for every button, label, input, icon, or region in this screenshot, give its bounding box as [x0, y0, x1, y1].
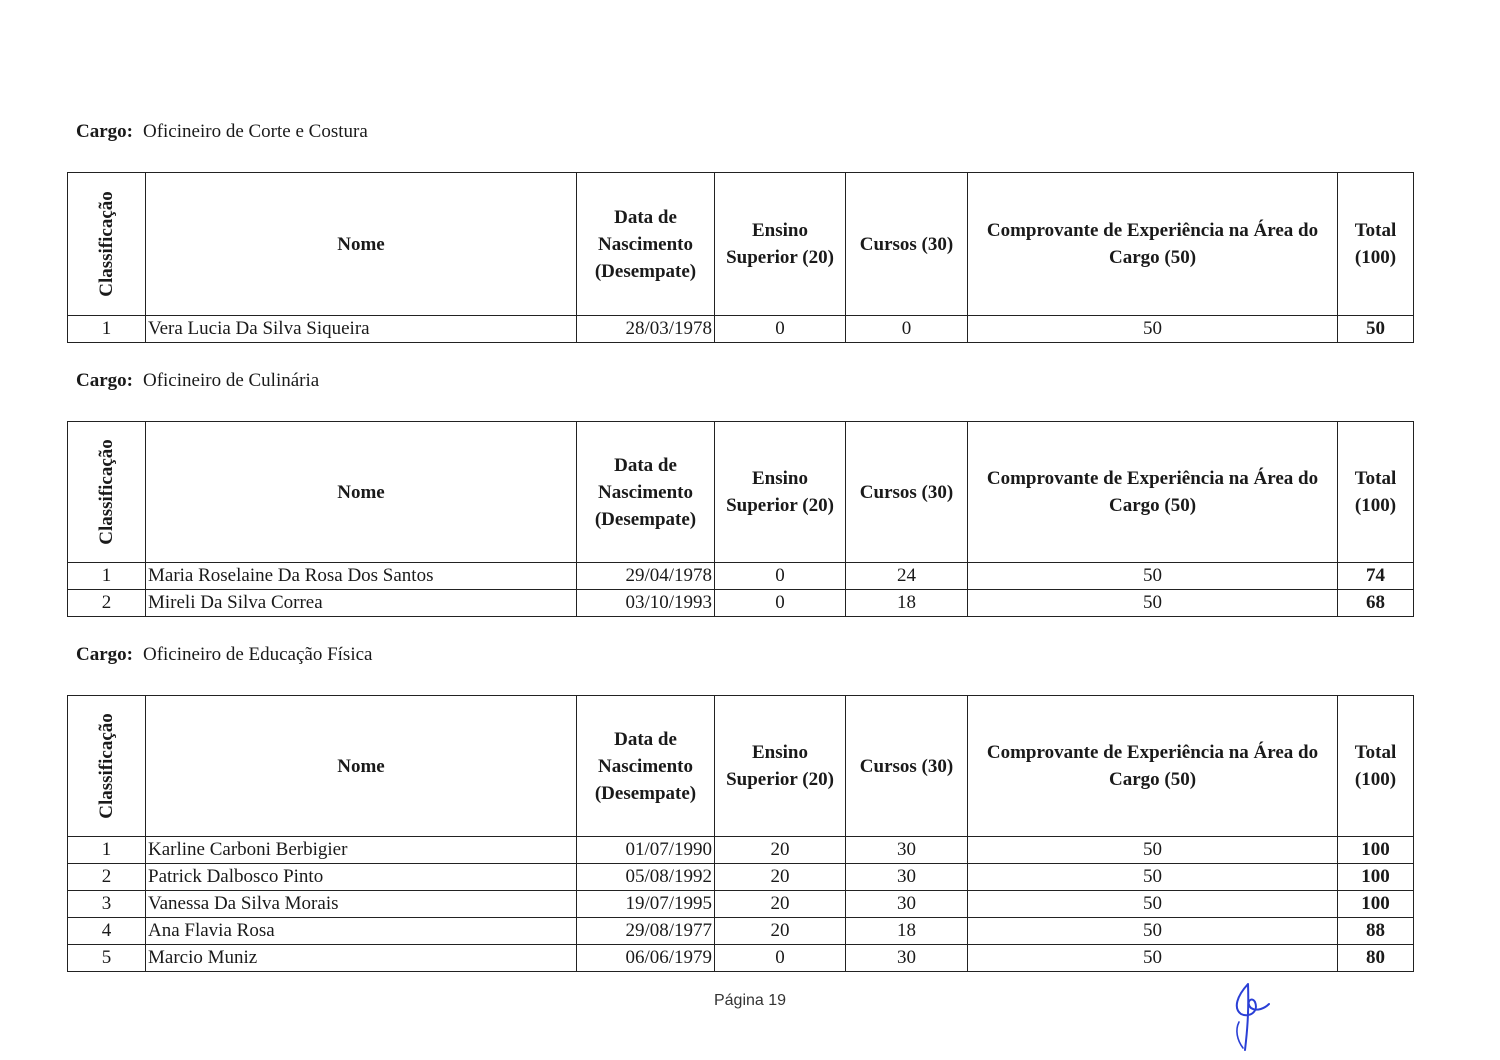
cell-ensino: 20 [715, 864, 846, 891]
cell-cursos: 30 [846, 891, 968, 918]
header-total: Total (100) [1338, 696, 1414, 837]
header-experiencia: Comprovante de Experiência na Área do Cargo (50) [968, 422, 1338, 563]
table-row [68, 590, 1414, 617]
cell-nome: Mireli Da Silva Correa [146, 590, 577, 617]
cell-total: 68 [1338, 590, 1414, 617]
header-data-nascimento: Data de Nascimento (Desempate) [577, 696, 715, 837]
table-row [68, 864, 1414, 891]
cell-cursos: 24 [846, 563, 968, 590]
cell-classificacao: 5 [68, 945, 146, 972]
cell-data: 06/06/1979 [577, 945, 715, 972]
cell-total: 100 [1338, 837, 1414, 864]
cell-classificacao: 4 [68, 918, 146, 945]
cell-classificacao: 1 [68, 563, 146, 590]
cell-nome: Vera Lucia Da Silva Siqueira [146, 316, 577, 343]
header-nome: Nome [146, 422, 577, 563]
cell-experiencia: 50 [968, 945, 1338, 972]
results-table [67, 695, 1414, 972]
cell-total: 100 [1338, 864, 1414, 891]
signature-initials [1215, 978, 1285, 1054]
cargo-name: Oficineiro de Corte e Costura [142, 121, 368, 142]
header-classificacao: Classificação [68, 173, 146, 316]
cargo-title [76, 644, 372, 666]
header-data-nascimento: Data de Nascimento (Desempate) [577, 173, 715, 316]
cargo-label: Cargo: [76, 121, 133, 142]
cargo-title [76, 370, 319, 392]
results-table [67, 421, 1414, 617]
header-data-nascimento: Data de Nascimento (Desempate) [577, 422, 715, 563]
header-ensino-superior: Ensino Superior (20) [715, 173, 846, 316]
cargo-label: Cargo: [76, 644, 133, 665]
table-row [68, 316, 1414, 343]
header-cursos: Cursos (30) [846, 696, 968, 837]
cell-data: 05/08/1992 [577, 864, 715, 891]
header-cursos: Cursos (30) [846, 422, 968, 563]
cell-cursos: 18 [846, 918, 968, 945]
cell-experiencia: 50 [968, 864, 1338, 891]
cell-classificacao: 3 [68, 891, 146, 918]
header-ensino-superior: Ensino Superior (20) [715, 422, 846, 563]
cell-cursos: 0 [846, 316, 968, 343]
header-nome: Nome [146, 696, 577, 837]
cargo-name: Oficineiro de Culinária [142, 370, 320, 391]
cell-data: 01/07/1990 [577, 837, 715, 864]
page-number: Página 19 [713, 992, 787, 1009]
cell-classificacao: 2 [68, 864, 146, 891]
header-classificacao: Classificação [68, 422, 146, 563]
cell-total: 50 [1338, 316, 1414, 343]
header-row [68, 422, 1414, 563]
cell-total: 80 [1338, 945, 1414, 972]
table-row [68, 837, 1414, 864]
cell-cursos: 18 [846, 590, 968, 617]
header-cursos: Cursos (30) [846, 173, 968, 316]
table-row [68, 563, 1414, 590]
header-ensino-superior: Ensino Superior (20) [715, 696, 846, 837]
cell-data: 03/10/1993 [577, 590, 715, 617]
header-nome: Nome [146, 173, 577, 316]
cell-cursos: 30 [846, 945, 968, 972]
cell-classificacao: 2 [68, 590, 146, 617]
header-total: Total (100) [1338, 173, 1414, 316]
cell-experiencia: 50 [968, 563, 1338, 590]
cell-ensino: 20 [715, 837, 846, 864]
header-row [68, 696, 1414, 837]
cell-ensino: 20 [715, 891, 846, 918]
cell-nome: Karline Carboni Berbigier [146, 837, 577, 864]
cell-total: 88 [1338, 918, 1414, 945]
cell-nome: Maria Roselaine Da Rosa Dos Santos [146, 563, 577, 590]
cell-cursos: 30 [846, 864, 968, 891]
cell-experiencia: 50 [968, 837, 1338, 864]
cell-total: 74 [1338, 563, 1414, 590]
header-experiencia: Comprovante de Experiência na Área do Cargo (50) [968, 173, 1338, 316]
cell-cursos: 30 [846, 837, 968, 864]
header-classificacao: Classificação [68, 696, 146, 837]
cell-nome: Marcio Muniz [146, 945, 577, 972]
results-table [67, 172, 1414, 343]
header-experiencia: Comprovante de Experiência na Área do Cargo (50) [968, 696, 1338, 837]
cell-experiencia: 50 [968, 590, 1338, 617]
header-row [68, 173, 1414, 316]
cell-ensino: 0 [715, 563, 846, 590]
cargo-title [76, 121, 368, 143]
cell-nome: Vanessa Da Silva Morais [146, 891, 577, 918]
cell-ensino: 20 [715, 918, 846, 945]
cell-classificacao: 1 [68, 837, 146, 864]
cell-nome: Patrick Dalbosco Pinto [146, 864, 577, 891]
cell-data: 28/03/1978 [577, 316, 715, 343]
cargo-label: Cargo: [76, 370, 133, 391]
cell-nome: Ana Flavia Rosa [146, 918, 577, 945]
header-total: Total (100) [1338, 422, 1414, 563]
cell-experiencia: 50 [968, 918, 1338, 945]
cell-ensino: 0 [715, 945, 846, 972]
cell-data: 19/07/1995 [577, 891, 715, 918]
cell-classificacao: 1 [68, 316, 146, 343]
cell-total: 100 [1338, 891, 1414, 918]
cell-ensino: 0 [715, 590, 846, 617]
cell-data: 29/04/1978 [577, 563, 715, 590]
table-row [68, 945, 1414, 972]
cell-ensino: 0 [715, 316, 846, 343]
cargo-name: Oficineiro de Educação Física [142, 644, 373, 665]
cell-experiencia: 50 [968, 891, 1338, 918]
table-row [68, 918, 1414, 945]
table-row [68, 891, 1414, 918]
cell-data: 29/08/1977 [577, 918, 715, 945]
cell-experiencia: 50 [968, 316, 1338, 343]
